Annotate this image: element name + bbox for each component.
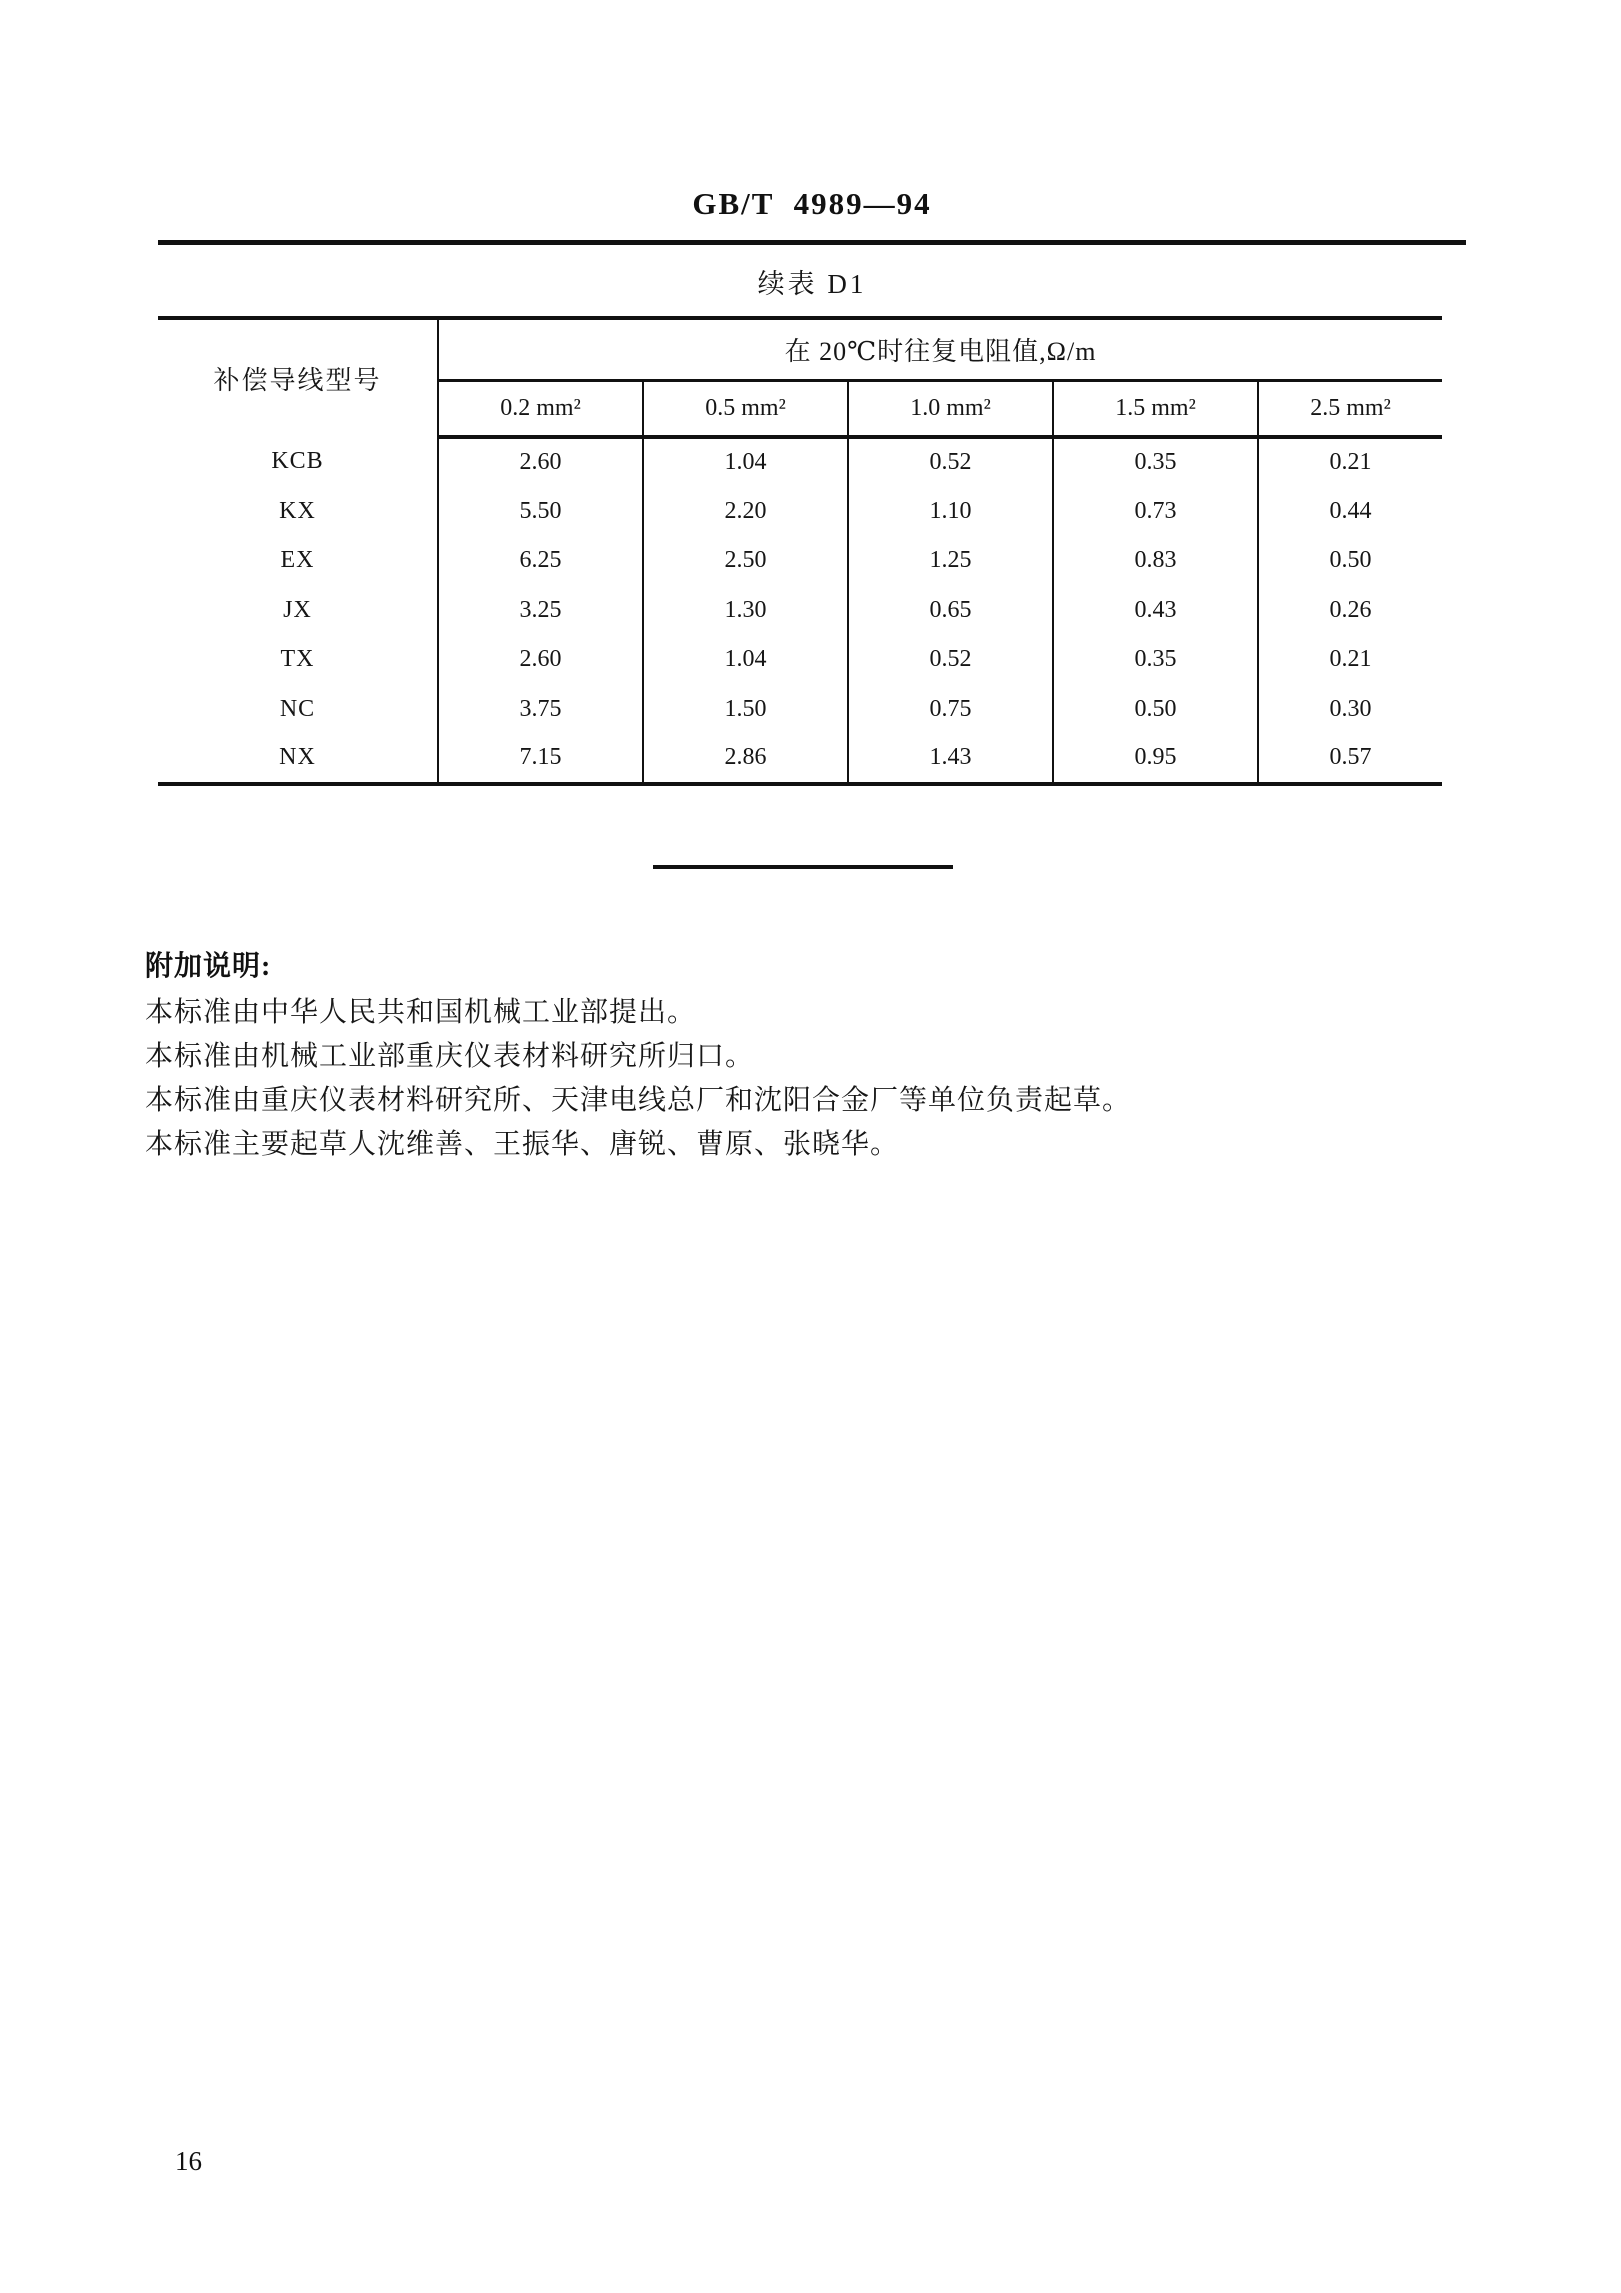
value-cell: 2.60 [438, 437, 643, 487]
span-header: 在 20℃时往复电阻值,Ω/m [438, 318, 1442, 380]
value-cell: 0.35 [1053, 437, 1258, 487]
value-cell: 6.25 [438, 536, 643, 586]
value-cell: 0.52 [848, 437, 1053, 487]
value-cell: 0.65 [848, 586, 1053, 636]
resistance-table [158, 316, 1442, 786]
note-line: 本标准由机械工业部重庆仪表材料研究所归口。 [145, 1041, 755, 1072]
notes-heading: 附加说明: [145, 951, 272, 982]
value-cell: 0.21 [1258, 635, 1442, 685]
value-cell: 1.25 [848, 536, 1053, 586]
value-cell: 2.60 [438, 635, 643, 685]
col-header-0.2mm2: 0.2 mm² [438, 380, 643, 437]
table-row [158, 536, 1442, 586]
model-cell: KX [158, 487, 438, 537]
value-cell: 1.50 [643, 685, 848, 735]
value-cell: 1.04 [643, 635, 848, 685]
model-cell: KCB [158, 437, 438, 487]
value-cell: 2.86 [643, 734, 848, 784]
value-cell: 0.57 [1258, 734, 1442, 784]
row-header-label: 补偿导线型号 [158, 318, 438, 437]
value-cell: 2.20 [643, 487, 848, 537]
value-cell: 2.50 [643, 536, 848, 586]
value-cell: 5.50 [438, 487, 643, 537]
value-cell: 0.75 [848, 685, 1053, 735]
value-cell: 0.50 [1053, 685, 1258, 735]
table-row [158, 487, 1442, 537]
table-row [158, 635, 1442, 685]
doc-code: GB/T 4989—94 [692, 186, 932, 221]
table-row [158, 437, 1442, 487]
value-cell: 0.95 [1053, 734, 1258, 784]
value-cell: 0.52 [848, 635, 1053, 685]
value-cell: 3.25 [438, 586, 643, 636]
value-cell: 0.30 [1258, 685, 1442, 735]
value-cell: 1.04 [643, 437, 848, 487]
model-cell: NX [158, 734, 438, 784]
col-header-2.5mm2: 2.5 mm² [1258, 380, 1442, 437]
col-header-0.5mm2: 0.5 mm² [643, 380, 848, 437]
model-cell: EX [158, 536, 438, 586]
note-line: 本标准由重庆仪表材料研究所、天津电线总厂和沈阳合金厂等单位负责起草。 [145, 1085, 1132, 1116]
value-cell: 0.35 [1053, 635, 1258, 685]
value-cell: 0.44 [1258, 487, 1442, 537]
value-cell: 1.43 [848, 734, 1053, 784]
value-cell: 0.83 [1053, 536, 1258, 586]
table-row [158, 586, 1442, 636]
value-cell: 0.50 [1258, 536, 1442, 586]
value-cell: 7.15 [438, 734, 643, 784]
model-cell: NC [158, 685, 438, 735]
header-rule [158, 240, 1466, 245]
table-caption: 续表 D1 [757, 269, 867, 299]
note-line: 本标准由中华人民共和国机械工业部提出。 [145, 997, 697, 1028]
page-number: 16 [175, 2146, 202, 2176]
model-cell: JX [158, 586, 438, 636]
value-cell: 0.26 [1258, 586, 1442, 636]
value-cell: 3.75 [438, 685, 643, 735]
value-cell: 1.30 [643, 586, 848, 636]
value-cell: 1.10 [848, 487, 1053, 537]
note-line: 本标准主要起草人沈维善、王振华、唐锐、曹原、张晓华。 [145, 1129, 900, 1160]
table-row [158, 734, 1442, 784]
value-cell: 0.43 [1053, 586, 1258, 636]
section-divider [653, 865, 953, 869]
table-row [158, 685, 1442, 735]
col-header-1.5mm2: 1.5 mm² [1053, 380, 1258, 437]
model-cell: TX [158, 635, 438, 685]
value-cell: 0.21 [1258, 437, 1442, 487]
col-header-1.0mm2: 1.0 mm² [848, 380, 1053, 437]
value-cell: 0.73 [1053, 487, 1258, 537]
